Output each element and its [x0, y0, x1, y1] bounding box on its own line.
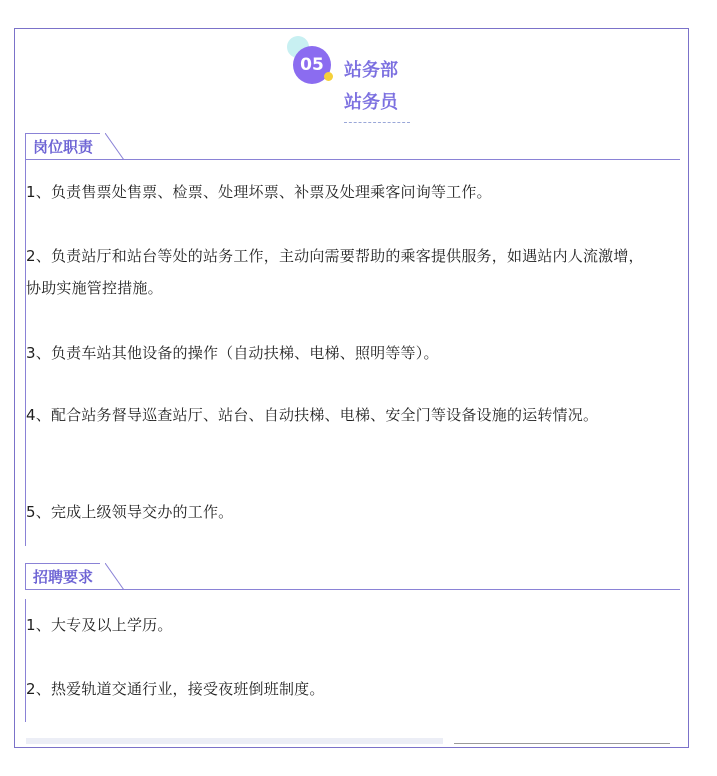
- section-rule: [25, 159, 680, 160]
- section-title-requirements: 招聘要求: [25, 563, 100, 590]
- section-header-requirements: [25, 563, 681, 591]
- number-badge: [276, 34, 336, 94]
- list-item: 2、热爱轨道交通行业，接受夜班倒班制度。: [26, 680, 325, 698]
- list-item: 2、负责站厅和站台等处的站务工作，主动向需要帮助的乘客提供服务，如遇站内人流激增，协助实施管控措施。: [26, 247, 644, 297]
- list-item: 5、完成上级领导交办的工作。: [26, 503, 234, 521]
- section-rule: [25, 589, 680, 590]
- decor-dot: [324, 72, 333, 81]
- tab-slant: [105, 563, 125, 590]
- department-name: 站务部: [344, 60, 398, 81]
- list-item: 4、配合站务督导巡查站厅、站台、自动扶梯、电梯、安全门等设备设施的运转情况。: [26, 406, 599, 424]
- tab-slant: [105, 133, 125, 160]
- footer-decor-bar: [26, 738, 443, 744]
- title-underline: [344, 122, 410, 123]
- badge-number: 05: [293, 46, 331, 84]
- list-item: 1、负责售票处售票、检票、处理坏票、补票及处理乘客问询等工作。: [26, 183, 492, 201]
- position-name: 站务员: [344, 92, 398, 113]
- footer-decor-line: [454, 743, 670, 744]
- section-header-duties: [25, 133, 681, 161]
- list-item: 1、大专及以上学历。: [26, 616, 173, 634]
- department-title: [344, 56, 398, 120]
- section-title-duties: 岗位职责: [25, 133, 100, 160]
- list-item: 3、负责车站其他设备的操作（自动扶梯、电梯、照明等等）。: [26, 344, 439, 362]
